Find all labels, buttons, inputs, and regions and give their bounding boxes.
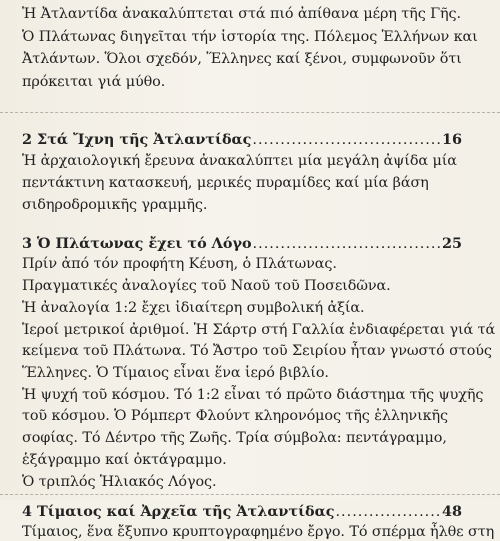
chapter-heading <box>22 235 462 253</box>
chapter-summary-line: Ἡ ψυχή τοῦ κόσμου. Τό 1:2 εἶναι τό πρῶτο διάστημα τῆς ψυχῆς <box>22 387 484 403</box>
dot-leader <box>253 236 441 253</box>
chapter-summary-line: κείμενα τοῦ Πλάτωνα. Τό Ἄστρο τοῦ Σειρίου ἦταν γνωστό στούς <box>22 343 492 359</box>
chapter-summary-line: Ἱεροί μετρικοί ἀριθμοί. Ἡ Σάρτρ στή Γαλλία ἐνδιαφέρεται γιά τά <box>22 322 496 338</box>
dot-leader <box>335 504 441 521</box>
chapter-title: 2 Στά Ἴχνη τῆς Ἀτλαντίδας <box>22 131 252 148</box>
intro-line: πρόκειται γιά μύθο. <box>22 74 166 90</box>
section-divider <box>0 494 500 495</box>
chapter-heading <box>22 131 462 149</box>
intro-line: Ἡ Ἀτλαντίδα ἀνακαλύπτεται στά πιό ἀπίθανα μέρη τῆς Γῆς. <box>22 6 461 22</box>
chapter-summary-line: Τίμαιος, ἕνα ἔξυπνο κρυπτογραφημένο ἔργο. Τό σπέρμα ἦλθε στη <box>22 524 495 540</box>
chapter-summary-line: σοφίας. Τό Δέντρο τῆς Ζωῆς. Τρία σύμβολα: πεντάγραμμο, <box>22 430 447 446</box>
chapter-summary-line: ἑξάγραμμο καί ὀκτάγραμμο. <box>22 452 227 468</box>
chapter-summary-line: τοῦ κόσμου. Ὁ Ρόμπερτ Φλούντ κληρονόμος τῆς ἑλληνικῆς <box>22 408 448 424</box>
intro-line: Ἀτλάντων. Ὅλοι σχεδόν, Ἕλληνες καί ξένοι, συμφωνοῦν ὅτι <box>22 51 462 67</box>
chapter-summary-line: Ὁ τριπλός Ἡλιακός Λόγος. <box>22 474 217 490</box>
chapter-heading <box>22 503 462 521</box>
chapter-summary-line: πεντάκτινη κατασκευή, μερικές πυραμίδες καί μία βάση <box>22 175 429 191</box>
chapter-summary-line: Ἕλληνες. Ὁ Τίμαιος εἶναι ἕνα ἱερό βιβλίο. <box>22 365 329 381</box>
chapter-summary-line: Ἡ ἀναλογία 1:2 ἔχει ἰδιαίτερη συμβολική ἀξία. <box>22 300 365 316</box>
chapter-page-number: 16 <box>441 131 462 148</box>
intro-line: Ὁ Πλάτωνας διηγεῖται τήν ἱστορία της. Πόλεμος Ἑλλήνων και <box>22 29 478 45</box>
chapter-title: 4 Τίμαιος καί Ἀρχεῖα τῆς Ἀτλαντίδας <box>22 503 335 520</box>
chapter-summary-line: σιδηροδρομικῆς γραμμῆς. <box>22 197 208 213</box>
chapter-page-number: 25 <box>441 235 462 252</box>
dot-leader <box>252 132 441 149</box>
chapter-summary-line: Πραγματικές ἀναλογίες τοῦ Ναοῦ τοῦ Ποσειδῶνα. <box>22 278 391 294</box>
chapter-summary-line: Πρίν ἀπό τόν προφήτη Κέυση, ὁ Πλάτωνας. <box>22 256 337 272</box>
chapter-page-number: 48 <box>441 503 462 520</box>
chapter-summary-line: Ἡ ἀρχαιολογική ἔρευνα ἀνακαλύπτει μία μεγάλη ἀψίδα μία <box>22 153 457 169</box>
section-divider <box>0 112 500 113</box>
chapter-title: 3 Ὁ Πλάτωνας ἔχει τό Λόγο <box>22 235 252 252</box>
